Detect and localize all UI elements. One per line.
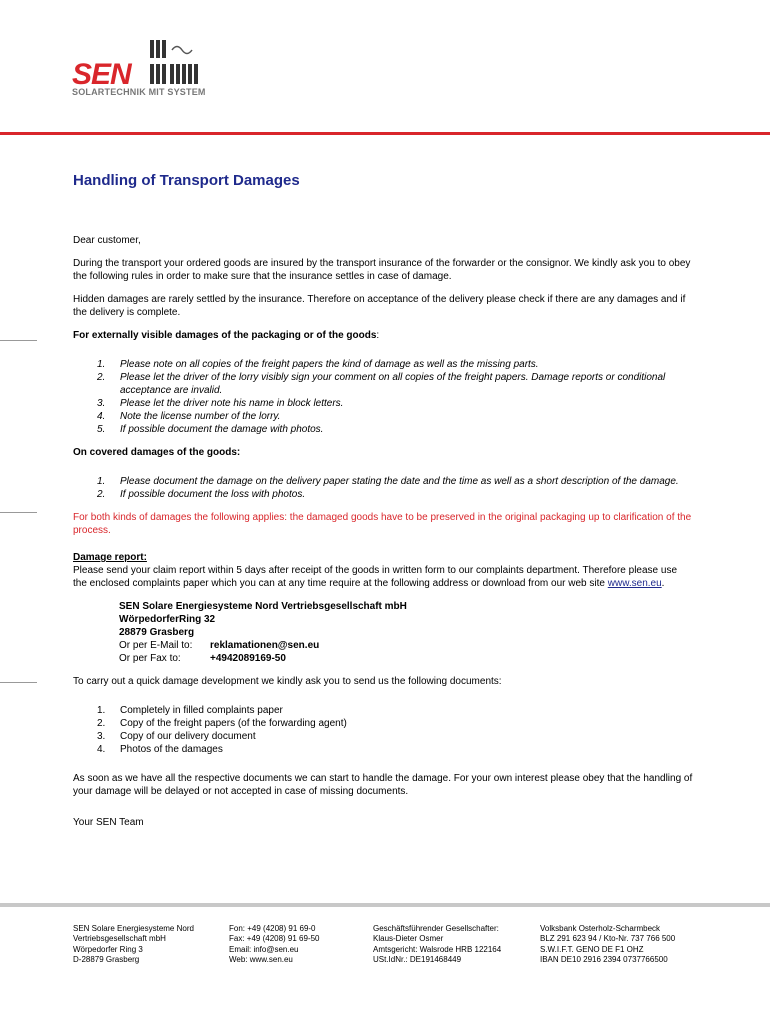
list-item: 5. If possible document the damage with photos. <box>97 424 324 435</box>
list-item: 3. Copy of our delivery document <box>97 731 256 742</box>
list-item: 2. Please let the driver of the lorry visibly sign your comment on all copies of the freight papers. Damage reports or conditional acceptance are invalid. <box>97 372 666 396</box>
closing-paragraph: As soon as we have all the respective documents we can start to handle the damage. For your own interest please obey that the handling of your damage will be delayed or not accepted in case of missing documents. <box>73 773 693 797</box>
fold-mark <box>0 682 37 683</box>
list-item: 3. Please let the driver note his name in block letters. <box>97 398 344 409</box>
damage-report-text: Please send your claim report within 5 days after receipt of the goods in written form to our complaints department. Therefore please use the enclosed complaints paper which you can at any time require at the following address or download from our web site <box>73 565 678 589</box>
covered-damage-heading: On covered damages of the goods: <box>73 447 241 458</box>
email-label: Or per E-Mail to: <box>119 640 193 651</box>
list-item: 1. Please note on all copies of the freight papers the kind of damage as well as the missing parts. <box>97 359 539 370</box>
footer-divider <box>0 903 770 907</box>
list-item: 1. Please document the damage on the delivery paper stating the date and the time as well as a short description of the damage. <box>97 476 679 487</box>
address-company: SEN Solare Energiesysteme Nord Vertriebsgesellschaft mbH <box>119 601 407 612</box>
footer-company: SEN Solare Energiesysteme Nord Vertriebsgesellschaft mbH Wörpedorfer Ring 3 D-28879 Grasberg <box>73 924 194 964</box>
list-item: 2. If possible document the loss with photos. <box>97 489 306 500</box>
website-link[interactable]: www.sen.eu <box>607 578 662 589</box>
documents-list <box>73 704 693 756</box>
damage-report-section: Damage report: Please send your claim report within 5 days after receipt of the goods in written form to our complaints department. Therefore please use the enclosed complaints paper which you can at any time require at the following address or download from our web site www.sen.eu. <box>73 552 678 589</box>
solar-panel-icon <box>150 40 200 86</box>
complaints-address <box>119 600 693 665</box>
logo-brand: SEN <box>72 58 131 91</box>
complaints-email[interactable]: reklamationen@sen.eu <box>210 640 320 651</box>
fold-mark <box>0 340 37 341</box>
covered-damage-list <box>73 475 693 501</box>
preservation-note: For both kinds of damages the following applies: the damaged goods have to be preserved in the original packaging up to clarification of the process. <box>73 512 692 536</box>
list-item: 2. Copy of the freight papers (of the forwarding agent) <box>97 718 347 729</box>
signature: Your SEN Team <box>73 817 144 828</box>
page-title: Handling of Transport Damages <box>73 172 300 189</box>
intro-paragraph: During the transport your ordered goods are insured by the transport insurance of the forwarder or the consignor. We kindly ask you to obey the following rules in order to make sure that the insurance settles in case of damage. <box>73 258 691 282</box>
list-item: 4. Photos of the damages <box>97 744 223 755</box>
letter-body <box>73 234 693 839</box>
visible-damage-list <box>73 358 693 436</box>
list-item: 4. Note the license number of the lorry. <box>97 411 281 422</box>
hidden-damage-paragraph: Hidden damages are rarely settled by the insurance. Therefore on acceptance of the delivery please check if there are any damages and if the delivery is complete. <box>73 294 686 318</box>
fax-label: Or per Fax to: <box>119 653 181 664</box>
fold-mark <box>0 512 37 513</box>
logo-tagline: SOLARTECHNIK MIT SYSTEM <box>72 87 206 97</box>
greeting: Dear customer, <box>73 235 141 246</box>
complaints-fax: +4942089169-50 <box>210 653 286 664</box>
footer-bank: Volksbank Osterholz-Scharmbeck BLZ 291 623 94 / Kto-Nr. 737 766 500 S.W.I.F.T. GENO DE F1 OHZ IBAN DE10 2916 2394 0737766500 <box>540 924 676 964</box>
damage-report-heading: Damage report: <box>73 552 147 563</box>
address-street: WörpedorferRing 32 <box>119 614 216 625</box>
company-logo <box>72 40 212 100</box>
visible-damage-heading: For externally visible damages of the packaging or of the goods: <box>73 330 380 341</box>
footer-contact: Fon: +49 (4208) 91 69-0 Fax: +49 (4208) 91 69-50 Email: info@sen.eu Web: www.sen.eu <box>229 924 320 964</box>
list-item: 1. Completely in filled complaints paper <box>97 705 283 716</box>
documents-intro: To carry out a quick damage development we kindly ask you to send us the following documents: <box>73 676 502 687</box>
address-city: 28879 Grasberg <box>119 627 195 638</box>
header-divider <box>0 132 770 135</box>
footer-legal: Geschäftsführender Gesellschafter: Klaus-Dieter Osmer Amtsgericht: Walsrode HRB 122164 USt.IdNr.: DE191468449 <box>373 924 502 964</box>
